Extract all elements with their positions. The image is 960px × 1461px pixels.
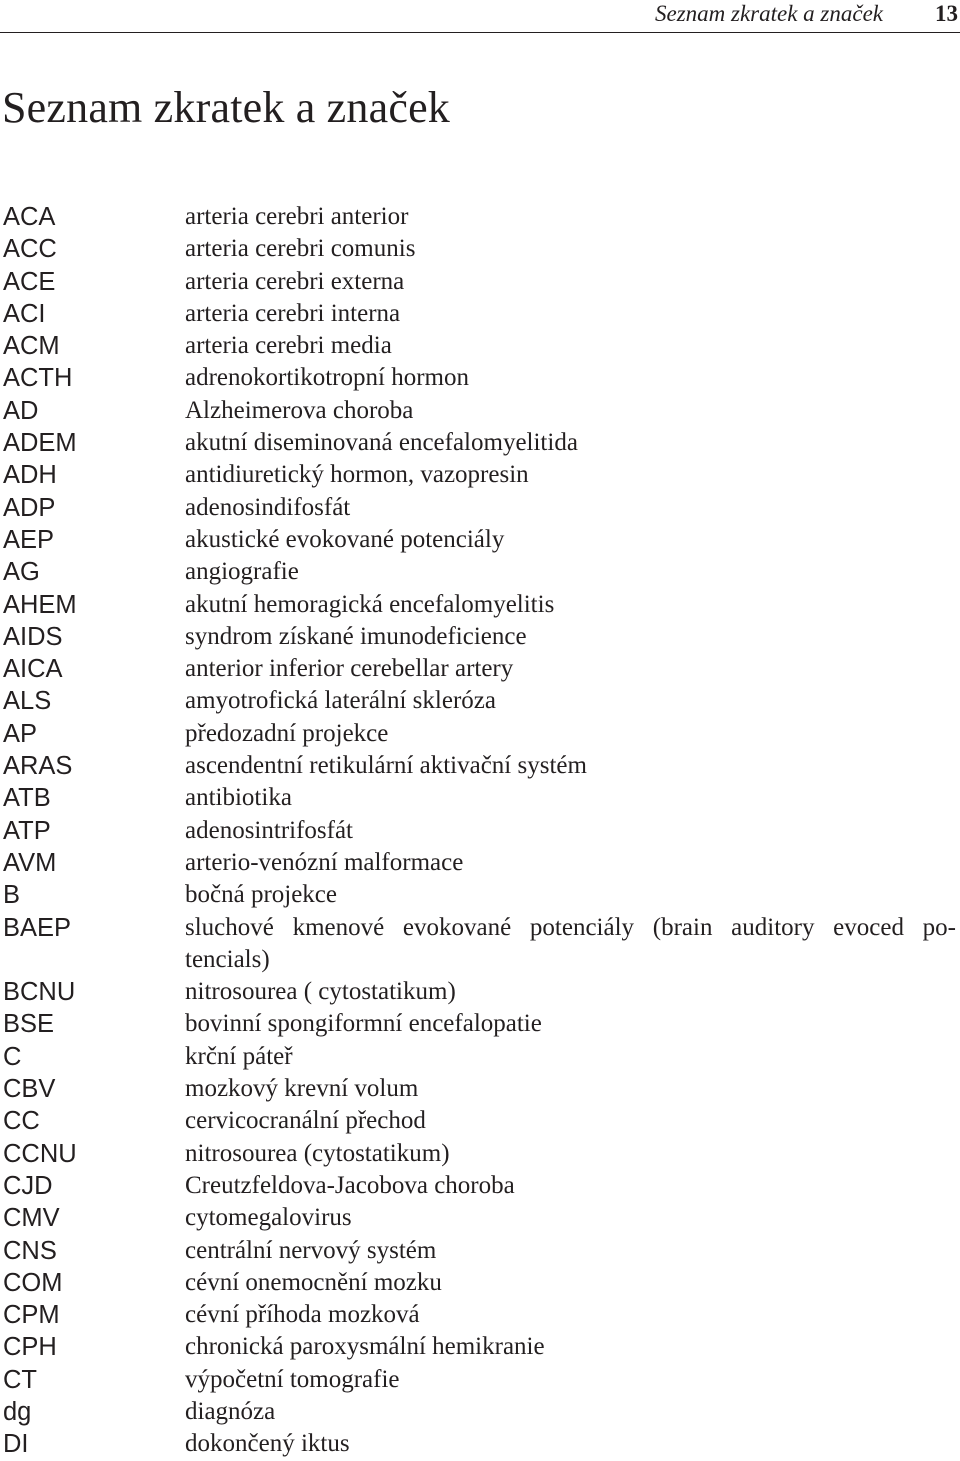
abbreviation-meaning (185, 815, 960, 847)
meaning-line: akustické evokované potenciály (185, 525, 505, 553)
meaning-line: arteria cerebri anterior (185, 203, 409, 230)
abbreviation-meaning (185, 395, 960, 427)
page-number: 13 (935, 1, 958, 26)
meaning-line: chronická paroxysmální hemikranie (185, 1333, 545, 1361)
abbreviation-entry (0, 815, 960, 847)
abbreviation-term: AP (3, 719, 38, 748)
abbreviation-meaning (185, 621, 960, 653)
abbreviation-meaning (185, 750, 960, 782)
meaning-line: antidiuretický hormon, vazopresin (185, 461, 529, 489)
abbreviation-meaning (185, 1073, 960, 1105)
abbreviation-term: BSE (3, 1010, 55, 1039)
abbreviation-entry (0, 1202, 960, 1234)
abbreviation-entry (0, 685, 960, 717)
abbreviation-term: ATP (3, 816, 51, 845)
abbreviation-entry (0, 1138, 960, 1170)
abbreviation-entry (0, 1170, 960, 1202)
abbreviation-meaning (185, 556, 960, 588)
abbreviation-entry (0, 976, 960, 1008)
running-title: Seznam zkratek a značek (654, 1, 883, 26)
meaning-line: akutní diseminovaná encefalomyelitida (185, 429, 578, 457)
abbreviation-entry (0, 847, 960, 879)
abbreviation-meaning (185, 1105, 960, 1137)
meaning-line: adrenokortikotropní hormon (185, 364, 469, 392)
abbreviation-meaning (185, 459, 960, 491)
meaning-line: angiografie (185, 558, 299, 586)
meaning-line: výpočetní tomografie (185, 1365, 400, 1393)
meaning-line: arteria cerebri interna (185, 299, 401, 327)
meaning-line: cévní onemocnění mozku (185, 1268, 442, 1296)
abbreviation-entry (0, 201, 960, 233)
abbreviation-term: ALS (3, 687, 52, 716)
abbreviation-term: ACE (3, 267, 56, 296)
abbreviation-entry (0, 459, 960, 491)
abbreviation-entry (0, 1364, 960, 1396)
abbreviation-term: ADP (3, 493, 56, 522)
meaning-line: arteria cerebri externa (185, 267, 405, 295)
meaning-line: akutní hemoragická encefalomyelitis (185, 590, 555, 618)
abbreviation-meaning (185, 782, 960, 814)
abbreviation-entry (0, 395, 960, 427)
abbreviation-entry (0, 653, 960, 685)
abbreviation-term: AVM (3, 848, 57, 877)
meaning-line: arterio-venózní malformace (185, 848, 464, 876)
meaning-line: antibiotika (185, 784, 292, 812)
meaning-line: syndrom získané imunodeficience (185, 622, 527, 650)
abbreviation-term: AEP (3, 525, 55, 554)
abbreviation-term: CMV (3, 1204, 60, 1233)
abbreviation-meaning (185, 685, 960, 717)
abbreviation-term: ADH (3, 461, 57, 490)
abbreviation-entry (0, 912, 960, 977)
abbreviation-term: CCNU (3, 1139, 77, 1168)
meaning-line: cévní příhoda mozková (185, 1301, 420, 1329)
abbreviation-entry (0, 1235, 960, 1267)
abbreviation-term: CPM (3, 1301, 60, 1330)
abbreviation-meaning (185, 879, 960, 911)
abbreviation-entry (0, 1105, 960, 1137)
abbreviation-term: CNS (3, 1236, 57, 1265)
abbreviation-entry (0, 524, 960, 556)
meaning-line: tencials) (185, 945, 270, 973)
abbreviation-term: dg (3, 1397, 32, 1426)
abbreviation-meaning (185, 298, 960, 330)
abbreviation-meaning (185, 1008, 960, 1040)
meaning-line: adenosindifosfát (185, 493, 351, 521)
meaning-line: bočná projekce (185, 881, 338, 909)
abbreviation-meaning (185, 1041, 960, 1073)
abbreviation-entry (0, 879, 960, 911)
abbreviation-meaning (185, 718, 960, 750)
abbreviation-entry (0, 492, 960, 524)
abbreviation-meaning (185, 1138, 960, 1170)
meaning-line: ascendentní retikulární aktivační systém (185, 752, 587, 780)
abbreviation-meaning (185, 1202, 960, 1234)
meaning-line: cervicocranální přechod (185, 1107, 426, 1135)
abbreviation-term: BAEP (3, 913, 72, 942)
abbreviation-term: AD (3, 396, 39, 425)
abbreviation-term: CJD (3, 1171, 53, 1200)
abbreviation-entry (0, 266, 960, 298)
abbreviation-term: C (3, 1042, 22, 1071)
abbreviation-term: CBV (3, 1075, 56, 1104)
abbreviation-term: AHEM (3, 590, 77, 619)
abbreviation-entry (0, 1331, 960, 1363)
abbreviation-meaning (185, 1267, 960, 1299)
abbreviation-term: AICA (3, 655, 63, 684)
meaning-line: předozadní projekce (185, 719, 389, 747)
abbreviation-term: ACM (3, 332, 60, 361)
abbreviation-term: ADEM (3, 429, 77, 458)
meaning-line: anterior inferior cerebellar artery (185, 655, 514, 683)
abbreviation-entry (0, 1428, 960, 1460)
meaning-line: arteria cerebri comunis (185, 235, 416, 263)
meaning-line: nitrosourea (cytostatikum) (185, 1139, 450, 1167)
abbreviation-meaning (185, 912, 960, 977)
abbreviation-term: ACC (3, 235, 57, 264)
abbreviation-meaning (185, 1299, 960, 1331)
abbreviation-meaning (185, 233, 960, 265)
abbreviation-entry (0, 298, 960, 330)
meaning-line: sluchové kmenové evokované potenciály (brain auditory evoced po- (185, 913, 956, 941)
abbreviation-entry (0, 362, 960, 394)
meaning-line: diagnóza (185, 1397, 276, 1425)
abbreviation-entry (0, 233, 960, 265)
abbreviation-entry (0, 589, 960, 621)
abbreviation-term: CC (3, 1107, 40, 1136)
abbreviation-meaning (185, 492, 960, 524)
meaning-line: Creutzfeldova-Jacobova choroba (185, 1171, 515, 1199)
abbreviation-meaning (185, 847, 960, 879)
meaning-line: krční páteř (185, 1042, 293, 1070)
meaning-line: nitrosourea ( cytostatikum) (185, 978, 456, 1006)
abbreviation-term: AG (3, 558, 40, 587)
abbreviation-meaning (185, 1170, 960, 1202)
abbreviation-list (0, 201, 960, 1461)
abbreviation-term: COM (3, 1268, 63, 1297)
abbreviation-term: B (3, 881, 21, 910)
running-header (0, 0, 960, 33)
abbreviation-meaning (185, 524, 960, 556)
abbreviation-meaning (185, 1428, 960, 1460)
abbreviation-term: BCNU (3, 978, 76, 1007)
abbreviation-meaning (185, 1331, 960, 1363)
meaning-line: Alzheimerova choroba (185, 396, 414, 424)
meaning-line: cytomegalovirus (185, 1204, 352, 1232)
abbreviation-meaning (185, 330, 960, 362)
abbreviation-term: CT (3, 1365, 37, 1394)
meaning-line: bovinní spongiformní encefalopatie (185, 1010, 542, 1038)
abbreviation-entry (0, 330, 960, 362)
abbreviation-meaning (185, 653, 960, 685)
abbreviation-term: DI (3, 1430, 29, 1459)
abbreviation-entry (0, 1041, 960, 1073)
abbreviation-meaning (185, 1396, 960, 1428)
meaning-line: amyotrofická laterální skleróza (185, 687, 496, 715)
abbreviation-term: CPH (3, 1333, 57, 1362)
abbreviation-term: ACTH (3, 364, 73, 393)
abbreviation-meaning (185, 976, 960, 1008)
abbreviation-entry (0, 782, 960, 814)
abbreviation-entry (0, 1008, 960, 1040)
abbreviation-term: ARAS (3, 752, 73, 781)
abbreviation-entry (0, 556, 960, 588)
abbreviation-entry (0, 1299, 960, 1331)
abbreviation-term: AIDS (3, 622, 63, 651)
abbreviation-entry (0, 750, 960, 782)
abbreviation-term: ATB (3, 784, 51, 813)
abbreviation-entry (0, 1396, 960, 1428)
abbreviation-entry (0, 427, 960, 459)
abbreviation-entry (0, 718, 960, 750)
abbreviation-entry (0, 1267, 960, 1299)
meaning-line: adenosintrifosfát (185, 816, 354, 844)
abbreviation-meaning (185, 362, 960, 394)
abbreviation-meaning (185, 1364, 960, 1396)
meaning-line: dokončený iktus (185, 1430, 350, 1458)
abbreviation-meaning (185, 266, 960, 298)
abbreviation-term: ACI (3, 299, 46, 328)
meaning-line: arteria cerebri media (185, 332, 392, 360)
abbreviation-term: ACA (3, 203, 56, 231)
abbreviation-entry (0, 1073, 960, 1105)
page-title: Seznam zkratek a značek (2, 83, 450, 132)
abbreviation-meaning (185, 589, 960, 621)
abbreviation-meaning (185, 201, 960, 233)
meaning-line: centrální nervový systém (185, 1236, 437, 1264)
abbreviation-entry (0, 621, 960, 653)
meaning-line: mozkový krevní volum (185, 1075, 419, 1103)
abbreviation-meaning (185, 1235, 960, 1267)
abbreviation-meaning (185, 427, 960, 459)
